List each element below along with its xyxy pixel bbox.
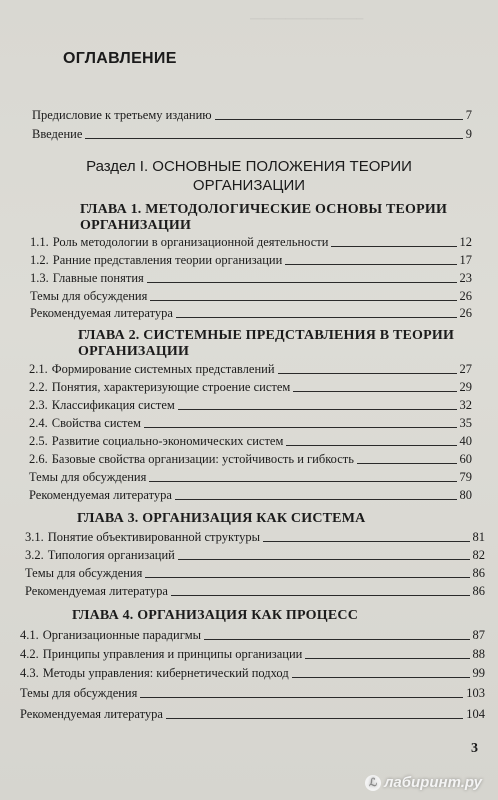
entry-text: Развитие социально-экономических систем (51, 434, 284, 448)
toc-entry[interactable] (30, 289, 472, 304)
leader-line (145, 577, 469, 578)
toc-entry[interactable] (20, 647, 485, 662)
entry-number: 2.6. (29, 452, 48, 466)
entry-page: 17 (459, 253, 472, 267)
entry-page: 35 (459, 416, 472, 430)
leader-line (357, 463, 457, 464)
leader-line (305, 658, 469, 659)
leader-line (204, 639, 469, 640)
toc-entry[interactable] (30, 253, 472, 268)
leader-line (147, 282, 457, 283)
leader-line (278, 373, 457, 374)
entry-number: 3.1. (25, 530, 44, 544)
entry-text: Формирование системных представлений (51, 362, 275, 376)
toc-entry[interactable] (25, 566, 485, 581)
entry-page: 29 (459, 380, 472, 394)
leader-line (150, 300, 456, 301)
entry-page: 80 (459, 488, 472, 502)
toc-entry[interactable] (30, 235, 472, 250)
entry-text: Понятие объективированной структуры (47, 530, 261, 544)
leader-line (175, 499, 457, 500)
page-number: 3 (471, 741, 478, 756)
leader-line (178, 559, 470, 560)
entry-page: 23 (459, 271, 472, 285)
entry-number: 1.2. (30, 253, 49, 267)
leader-line (166, 718, 463, 719)
toc-entry[interactable] (20, 666, 485, 681)
entry-number: 2.3. (29, 398, 48, 412)
toc-entry[interactable] (25, 584, 485, 599)
entry-page: 82 (472, 548, 485, 562)
entry-number: 2.2. (29, 380, 48, 394)
entry-text: Методы управления: кибернетический подход (42, 666, 289, 680)
watermark-text: лабиринт.ру (384, 774, 482, 791)
entry-text: Рекомендуемая литература (29, 488, 172, 502)
toc-entry[interactable] (20, 686, 485, 701)
leader-line (215, 119, 463, 120)
chapter-title[interactable]: ГЛАВА 4. ОРГАНИЗАЦИЯ КАК ПРОЦЕСС (72, 608, 359, 623)
toc-entry[interactable] (25, 548, 485, 563)
leader-line (285, 264, 456, 265)
leader-line (144, 427, 457, 428)
entry-page: 26 (459, 289, 472, 303)
entry-page: 103 (466, 686, 485, 700)
toc-entry[interactable] (29, 434, 472, 449)
leader-line (293, 391, 456, 392)
leader-line (149, 481, 456, 482)
leader-line (286, 445, 456, 446)
entry-text: Предисловие к третьему изданию (32, 108, 212, 122)
entry-text: Темы для обсуждения (25, 566, 143, 580)
entry-number: 3.2. (25, 548, 44, 562)
leader-line (171, 595, 470, 596)
entry-page: 81 (472, 530, 485, 544)
entry-page: 88 (472, 647, 485, 661)
watermark (365, 774, 482, 791)
toc-entry[interactable] (32, 127, 472, 142)
chapter-title-cont: ОРГАНИЗАЦИИ (80, 218, 192, 233)
entry-text: Рекомендуемая литература (30, 306, 173, 320)
leader-line (85, 138, 462, 139)
leader-line (331, 246, 456, 247)
toc-entry[interactable] (20, 707, 485, 722)
leader-line (176, 317, 457, 318)
entry-page: 79 (459, 470, 472, 484)
leader-line (140, 697, 463, 698)
toc-entry[interactable] (29, 488, 472, 503)
entry-text: Рекомендуемая литература (25, 584, 168, 598)
entry-text: Ранние представления теории организации (52, 253, 283, 267)
leader-line (263, 541, 469, 542)
entry-text: Рекомендуемая литература (20, 707, 163, 721)
entry-page: 9 (465, 127, 472, 141)
entry-page: 7 (465, 108, 472, 122)
leader-line (178, 409, 457, 410)
entry-page: 86 (472, 584, 485, 598)
entry-page: 27 (459, 362, 472, 376)
chapter-title-cont: ОРГАНИЗАЦИИ (78, 344, 190, 359)
entry-page: 87 (472, 628, 485, 642)
entry-text: Классификация систем (51, 398, 175, 412)
toc-entry[interactable] (32, 108, 472, 123)
entry-text: Принципы управления и принципы организации (42, 647, 303, 661)
entry-number: 4.1. (20, 628, 39, 642)
entry-text: Типология организаций (47, 548, 175, 562)
entry-text: Понятия, характеризующие строение систем (51, 380, 291, 394)
entry-number: 1.3. (30, 271, 49, 285)
toc-entry[interactable] (20, 628, 485, 643)
entry-text: Роль методологии в организационной деятельности (52, 235, 329, 249)
toc-entry[interactable] (25, 530, 485, 545)
entry-page: 104 (466, 707, 485, 721)
entry-text: Базовые свойства организации: устойчивость и гибкость (51, 452, 354, 466)
toc-entry[interactable] (30, 271, 472, 286)
toc-entry[interactable] (29, 362, 472, 377)
entry-text: Организационные парадигмы (42, 628, 202, 642)
chapter-title[interactable]: ГЛАВА 1. МЕТОДОЛОГИЧЕСКИЕ ОСНОВЫ ТЕОРИИ (80, 202, 448, 217)
section-title-line1: Раздел I. ОСНОВНЫЕ ПОЛОЖЕНИЯ ТЕОРИИ (86, 158, 412, 175)
entry-number: 2.4. (29, 416, 48, 430)
labyrinth-logo-icon: ℒ (365, 775, 381, 791)
toc-entry[interactable] (29, 452, 472, 467)
entry-page: 60 (459, 452, 472, 466)
entry-text: Темы для обсуждения (30, 289, 148, 303)
entry-number: 4.2. (20, 647, 39, 661)
entry-number: 1.1. (30, 235, 49, 249)
entry-page: 40 (459, 434, 472, 448)
chapter-title[interactable]: ГЛАВА 3. ОРГАНИЗАЦИЯ КАК СИСТЕМА (77, 511, 366, 526)
entry-text: Темы для обсуждения (20, 686, 138, 700)
entry-number: 2.5. (29, 434, 48, 448)
show-through-text: ──────────────── (250, 14, 364, 25)
toc-title: ОГЛАВЛЕНИЕ (63, 50, 177, 67)
leader-line (292, 677, 470, 678)
entry-page: 86 (472, 566, 485, 580)
toc-entry[interactable] (29, 380, 472, 395)
entry-page: 99 (472, 666, 485, 680)
entry-number: 4.3. (20, 666, 39, 680)
entry-page: 12 (459, 235, 472, 249)
section-title-line2: ОРГАНИЗАЦИИ (192, 177, 306, 194)
toc-entry[interactable] (29, 398, 472, 413)
toc-entry[interactable] (29, 470, 472, 485)
entry-number: 2.1. (29, 362, 48, 376)
entry-text: Темы для обсуждения (29, 470, 147, 484)
entry-text: Свойства систем (51, 416, 141, 430)
chapter-title[interactable]: ГЛАВА 2. СИСТЕМНЫЕ ПРЕДСТАВЛЕНИЯ В ТЕОРИИ (78, 328, 455, 343)
toc-entry[interactable] (30, 306, 472, 321)
entry-page: 26 (459, 306, 472, 320)
entry-page: 32 (459, 398, 472, 412)
entry-text: Главные понятия (52, 271, 144, 285)
entry-text: Введение (32, 127, 83, 141)
toc-entry[interactable] (29, 416, 472, 431)
